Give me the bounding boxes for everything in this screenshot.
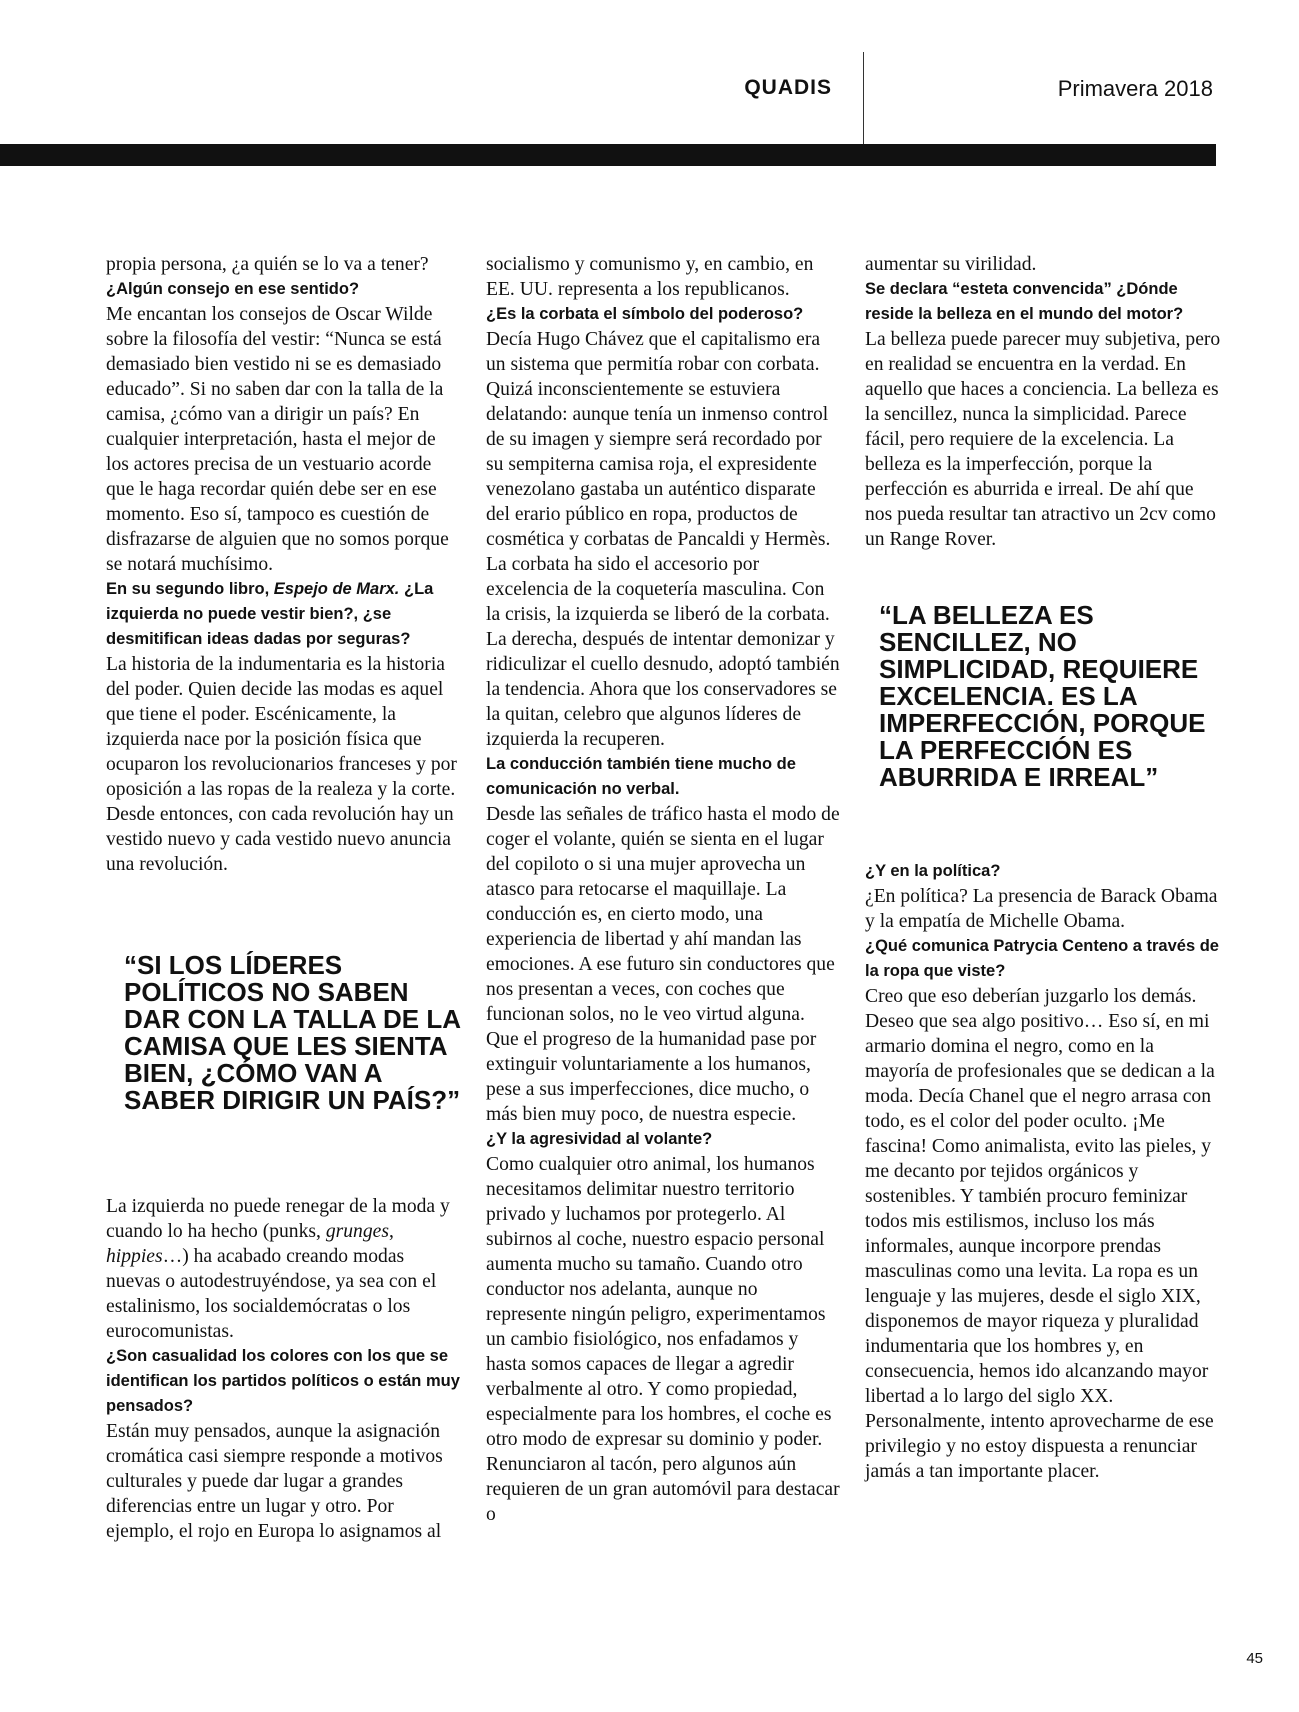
text-span: La izquierda no puede renegar de la moda y cuando lo ha hecho (punks, bbox=[106, 1196, 450, 1242]
interview-question: ¿Y la agresividad al volante? bbox=[486, 1130, 713, 1148]
interview-question: La conducción también tiene mucho de comunicación no verbal. bbox=[486, 755, 796, 798]
column-2 bbox=[486, 252, 842, 1527]
magazine-name: QUADIS bbox=[744, 76, 832, 99]
column-1 bbox=[106, 252, 462, 1544]
pull-quote: “SI LOS LÍDERES POLÍTICOS NO SABEN DAR CON LA TALLA DE LA CAMISA QUE LES SIENTA BIEN, ¿CÓMO VAN A SABER DIRIGIR UN PAÍS?” bbox=[124, 950, 461, 1115]
text-span: …) ha acabado creando modas nuevas o autodestruyéndose, ya sea con el estalinismo, los socialdemócratas o los eurocomunistas. bbox=[106, 1246, 437, 1342]
body-paragraph: Como cualquier otro animal, los humanos necesitamos delimitar nuestro territorio privado y luchamos por protegerlo. Al subirnos al coche, nuestro espacio personal aumenta mucho su tamaño. Cuando otro conductor nos adelanta, aunque no represente ningún peligro, experimentamos un cambio fisiológico, nos enfadamos y hasta somos capaces de llegar a agredir verbalmente al otro. Y como propiedad, especialmente para los hombres, el coche es otro modo de expresar su dominio y poder. Renunciaron al tacón, pero algunos aún requieren de un gran automóvil para destacar o bbox=[486, 1154, 840, 1525]
text-span: , bbox=[388, 1221, 394, 1242]
question-text: En su segundo libro, bbox=[106, 580, 274, 598]
issue-date: Primavera 2018 bbox=[1057, 76, 1213, 101]
interview-question: ¿Algún consejo en ese sentido? bbox=[106, 280, 360, 298]
body-paragraph: Decía Hugo Chávez que el capitalismo era un sistema que permitía robar con corbata. Quizá inconscientemente se estuviera delatando: aunque tenía un inmenso control de su imagen y siempre será recordado por su sempiterna camisa roja, el expresidente venezolano gastaba un auténtico disparate del erario público en ropa, productos de cosmética y corbatas de Pancaldi y Hermès. La corbata ha sido el accesorio por excelencia de la coquetería masculina. Con la crisis, la izquierda se liberó de la corbata. La derecha, después de intentar demonizar y ridiculizar el cuello desnudo, adoptó también la tendencia. Ahora que los conservadores se la quitan, celebro que algunos líderes de izquierda la recuperen. bbox=[486, 329, 840, 750]
body-paragraph bbox=[106, 1194, 462, 1344]
interview-question: ¿Es la corbata el símbolo del poderoso? bbox=[486, 305, 804, 323]
question-text: ¿La izquierda no puede vestir bien?, ¿se desmitifican ideas dadas por seguras? bbox=[106, 580, 434, 648]
body-paragraph: aumentar su virilidad. bbox=[865, 254, 1037, 275]
interview-question: ¿Son casualidad los colores con los que se identifican los partidos políticos o están muy pensados? bbox=[106, 1347, 460, 1415]
page-number: 45 bbox=[1246, 1650, 1263, 1667]
header-divider bbox=[863, 52, 864, 144]
body-paragraph: ¿En política? La presencia de Barack Obama y la empatía de Michelle Obama. bbox=[865, 886, 1218, 932]
body-paragraph: Creo que eso deberían juzgarlo los demás. Deseo que sea algo positivo… Eso sí, en mi armario domina el negro, como en la mayoría de profesionales que se dedican a la moda. Decía Chanel que el negro arrasa con todo, es el color del poder oculto. ¡Me fascina! Como animalista, evito las pieles, y me decanto por tejidos orgánicos y sostenibles. Y también procuro feminizar todos mis estilismos, incluso los más informales, aunque incorpore prendas masculinas como una levita. La ropa es un lenguaje y las mujeres, desde el siglo XIX, disponemos de mayor riqueza y pluralidad indumentaria que los hombres y, en consecuencia, hemos ido alcanzando mayor libertad a lo largo del siglo XX. Personalmente, intento aprovecharme de ese privilegio y no estoy dispuesta a renunciar jamás a tan importante placer. bbox=[865, 986, 1215, 1482]
body-paragraph: Están muy pensados, aunque la asignación cromática casi siempre responde a motivos culturales y puede dar lugar a grandes diferencias entre un lugar y otro. Por ejemplo, el rojo en Europa lo asignamos al bbox=[106, 1421, 443, 1542]
body-paragraph: Me encantan los consejos de Oscar Wilde sobre la filosofía del vestir: “Nunca se está demasiado bien vestido ni se es demasiado educado”. Si no saben dar con la talla de la camisa, ¿cómo van a dirigir un país? En cualquier interpretación, hasta el mejor de los actores precisa de un vestuario acorde que le haga recordar quién debe ser en ese momento. Eso sí, tampoco es cuestión de disfrazarse de alguien que no somos porque se notará muchísimo. bbox=[106, 304, 449, 575]
book-title: Espejo de Marx. bbox=[273, 580, 400, 598]
italic-term: hippies bbox=[106, 1246, 163, 1267]
body-paragraph: La historia de la indumentaria es la historia del poder. Quien decide las modas es aquel que tiene el poder. Escénicamente, la izquierda nace por la posición física que ocuparon los revolucionarios franceses y por oposición a las ropas de la realeza y la corte. Desde entonces, con cada revolución hay un vestido nuevo y cada vestido nuevo anuncia una revolución. bbox=[106, 654, 457, 875]
body-paragraph: socialismo y comunismo y, en cambio, en EE. UU. representa a los republicanos. bbox=[486, 254, 814, 300]
interview-question: Se declara “esteta convencida” ¿Dónde reside la belleza en el mundo del motor? bbox=[865, 280, 1184, 323]
interview-question: ¿Qué comunica Patrycia Centeno a través de la ropa que viste? bbox=[865, 937, 1219, 980]
body-paragraph: Desde las señales de tráfico hasta el modo de coger el volante, quién se sienta en el lugar del copiloto o si una mujer aprovecha un atasco para retocarse el maquillaje. La conducción es, en cierto modo, una experiencia de libertad y ahí mandan las emociones. A ese futuro sin conductores que nos presentan a veces, con coches que funcionan solos, no le veo virtud alguna. Que el progreso de la humanidad pase por extinguir voluntariamente a los humanos, pese a sus imperfecciones, dice mucho, o más bien muy poco, de nuestra especie. bbox=[486, 804, 840, 1125]
column-3 bbox=[865, 252, 1221, 1484]
pull-quote: “LA BELLEZA ES SENCILLEZ, NO SIMPLICIDAD, REQUIERE EXCELENCIA. ES LA IMPERFECCIÓN, PORQUE LA PERFECCIÓN ES ABURRIDA E IRREAL” bbox=[879, 600, 1206, 792]
body-paragraph: propia persona, ¿a quién se lo va a tener? bbox=[106, 254, 429, 275]
interview-question bbox=[106, 577, 462, 652]
interview-question: ¿Y en la política? bbox=[865, 862, 1001, 880]
body-paragraph: La belleza puede parecer muy subjetiva, pero en realidad se encuentra en la verdad. En aquello que haces a conciencia. La belleza es la sencillez, nunca la simplicidad. Parece fácil, pero requiere de la excelencia. La belleza es la imperfección, porque la perfección es aburrida e irreal. De ahí que nos pueda resultar tan atractivo un 2cv como un Range Rover. bbox=[865, 329, 1221, 550]
italic-term: grunges bbox=[325, 1221, 389, 1242]
header-bar bbox=[0, 144, 1216, 166]
